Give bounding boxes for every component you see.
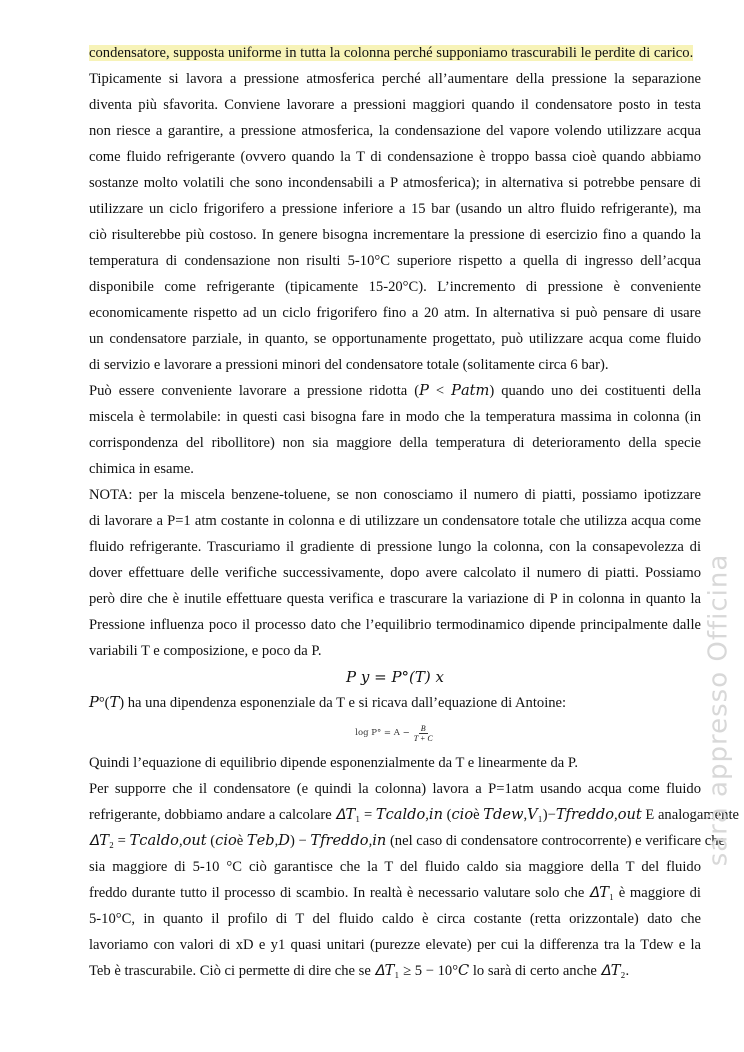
text-line: diventa più sfavorita. Conviene lavorare a pressioni maggiori quando il condensatore posto in testa <box>89 97 701 113</box>
text-line: però dire che è inutile effettuare questa verifica e trascurare la variazione di P in colonna in quanto la <box>89 591 701 607</box>
text-line <box>89 40 701 66</box>
text-line: non riesce a garantire, a pressione atmosferica, la condensazione del vapore volendo utilizzare acqua <box>89 123 701 139</box>
paragraph-block-2 <box>89 750 739 984</box>
text-line: economicamente rispetto ad un ciclo frigorifero fino a 20 atm. In alternativa si può pensare di usare <box>89 305 701 321</box>
text-line: refrigerante, dobbiamo andare a calcolare 𝛥𝑇₁ = 𝑇𝑐𝑎𝑙𝑑𝑜,𝑖𝑛 (𝑐𝑖𝑜è 𝑇𝑑𝑒𝑤,𝑉₁)−𝑇𝑓𝑟𝑒𝑑𝑑𝑜,𝑜𝑢𝑡 E analogamente <box>89 807 739 823</box>
antoine-fraction <box>412 724 435 743</box>
equilibrium-equation: 𝑃 𝑦 = 𝑃°(𝑇) 𝑥 <box>346 668 444 686</box>
text-line: dover effettuare delle verifiche successivamente, dopo avere calcolato il numero di piatti. Possiamo <box>89 565 701 581</box>
watermark <box>698 470 738 950</box>
text-line: ciò risulterebbe più costoso. In genere bisogna incrementare la pressione di esercizio fino a quando la <box>89 227 701 243</box>
text-line: 𝛥𝑇₂ = 𝑇𝑐𝑎𝑙𝑑𝑜,𝑜𝑢𝑡 (𝑐𝑖𝑜è 𝑇𝑒𝑏,𝐷) − 𝑇𝑓𝑟𝑒𝑑𝑑𝑜,𝑖𝑛 (nel caso di condensatore controcorrente) e verificare che <box>89 833 726 849</box>
antoine-equation <box>89 716 701 750</box>
text-line: miscela è termolabile: in questi casi bisogna fare in modo che la temperatura massima in colonna (in <box>89 409 701 425</box>
antoine-intro-line: 𝑃°(𝑇) ha una dipendenza esponenziale da T e si ricava dall’equazione di Antoine: <box>89 695 567 711</box>
text-line: come fluido refrigerante (ovvero quando la T di condensazione è troppo bassa cioè quando abbiamo <box>89 149 701 165</box>
text-line: di servizio e lavorare a pressioni minori del condensatore totale (solitamente circa 6 bar). <box>89 357 609 373</box>
text-line: disponibile come refrigerante (tipicamente 15-20°C). L’incremento di pressione è conveniente <box>89 279 701 295</box>
text-line: variabili T e composizione, e poco da P. <box>89 643 322 659</box>
text-line: Quindi l’equazione di equilibrio dipende esponenzialmente da T e linearmente da P. <box>89 755 579 771</box>
text-line: Pressione influenza poco il processo dato che l’equilibrio termodinamico dipende principalmente dalle <box>89 617 701 633</box>
text-line: utilizzare un ciclo frigorifero a pressione inferiore a 15 bar (usando un altro fluido refrigerante), ma <box>89 201 701 217</box>
text-line: lavoriamo con valori di xD e y1 quasi unitari (purezze elevate) per cui la differenza tra la Tdew e la <box>89 937 701 953</box>
text-line: NOTA: per la miscela benzene-toluene, se non conosciamo il numero di piatti, possiamo ipotizzare <box>89 487 701 503</box>
text-line: fluido refrigerante. Trascuriamo il gradiente di pressione lungo la colonna, con la consapevolezza di <box>89 539 701 555</box>
antoine-denominator: T + C <box>413 733 433 743</box>
text-line: di lavorare a P=1 atm costante in colonna e di utilizzare un condensatore totale che utilizza acqua come <box>89 513 701 529</box>
text-line: freddo durante tutto il processo di scambio. In realtà è necessario valutare solo che 𝛥𝑇₁ è maggiore di <box>89 885 701 901</box>
text-line: un condensatore parziale, in quanto, se opportunamente progettato, può utilizzare acqua come fluido <box>89 331 701 347</box>
text-line: Tipicamente si lavora a pressione atmosferica perché all’aumentare della pressione la separazione <box>89 71 701 87</box>
text-line: Può essere conveniente lavorare a pressione ridotta (𝑃 < 𝑃𝑎𝑡𝑚) quando uno dei costituenti della <box>89 383 701 399</box>
text-line: corrispondenza del ribollitore) non sia maggiore della temperatura di deterioramento della specie <box>89 435 701 451</box>
text-line: chimica in esame. <box>89 461 194 477</box>
text-line: temperatura di condensazione non risulti 5-10°C superiore rispetto a quella di ingresso dell’acqua <box>89 253 701 269</box>
text-line: 5-10°C, in quanto il profilo di T del fluido caldo è circa costante (retta orizzontale) dato che <box>89 911 701 927</box>
text-line: Per supporre che il condensatore (e quindi la colonna) lavora a P=1atm usando acqua come fluido <box>89 781 701 797</box>
paragraph-block-1 <box>89 40 701 664</box>
text-line: sostanze molto volatili che sono incondensabili a P atmosferica); in alternativa si potrebbe pensare di <box>89 175 701 191</box>
text-line: Teb è trascurabile. Ciò ci permette di dire che se 𝛥𝑇₁ ≥ 5 − 10°𝐶 lo sarà di certo anche 𝛥𝑇₂. <box>89 963 630 979</box>
antoine-lhs: log P° = A − <box>355 728 410 738</box>
antoine-numerator: B <box>420 723 426 733</box>
text-line: sia maggiore di 5-10 °C ciò garantisce che la T del fluido caldo sia maggiore della T del fluido <box>89 859 701 875</box>
watermark-text: sarà appresso Officina <box>703 553 734 867</box>
highlighted-text: condensatore, supposta uniforme in tutta la colonna perché supponiamo trascurabili le perdite di carico. <box>89 45 694 61</box>
